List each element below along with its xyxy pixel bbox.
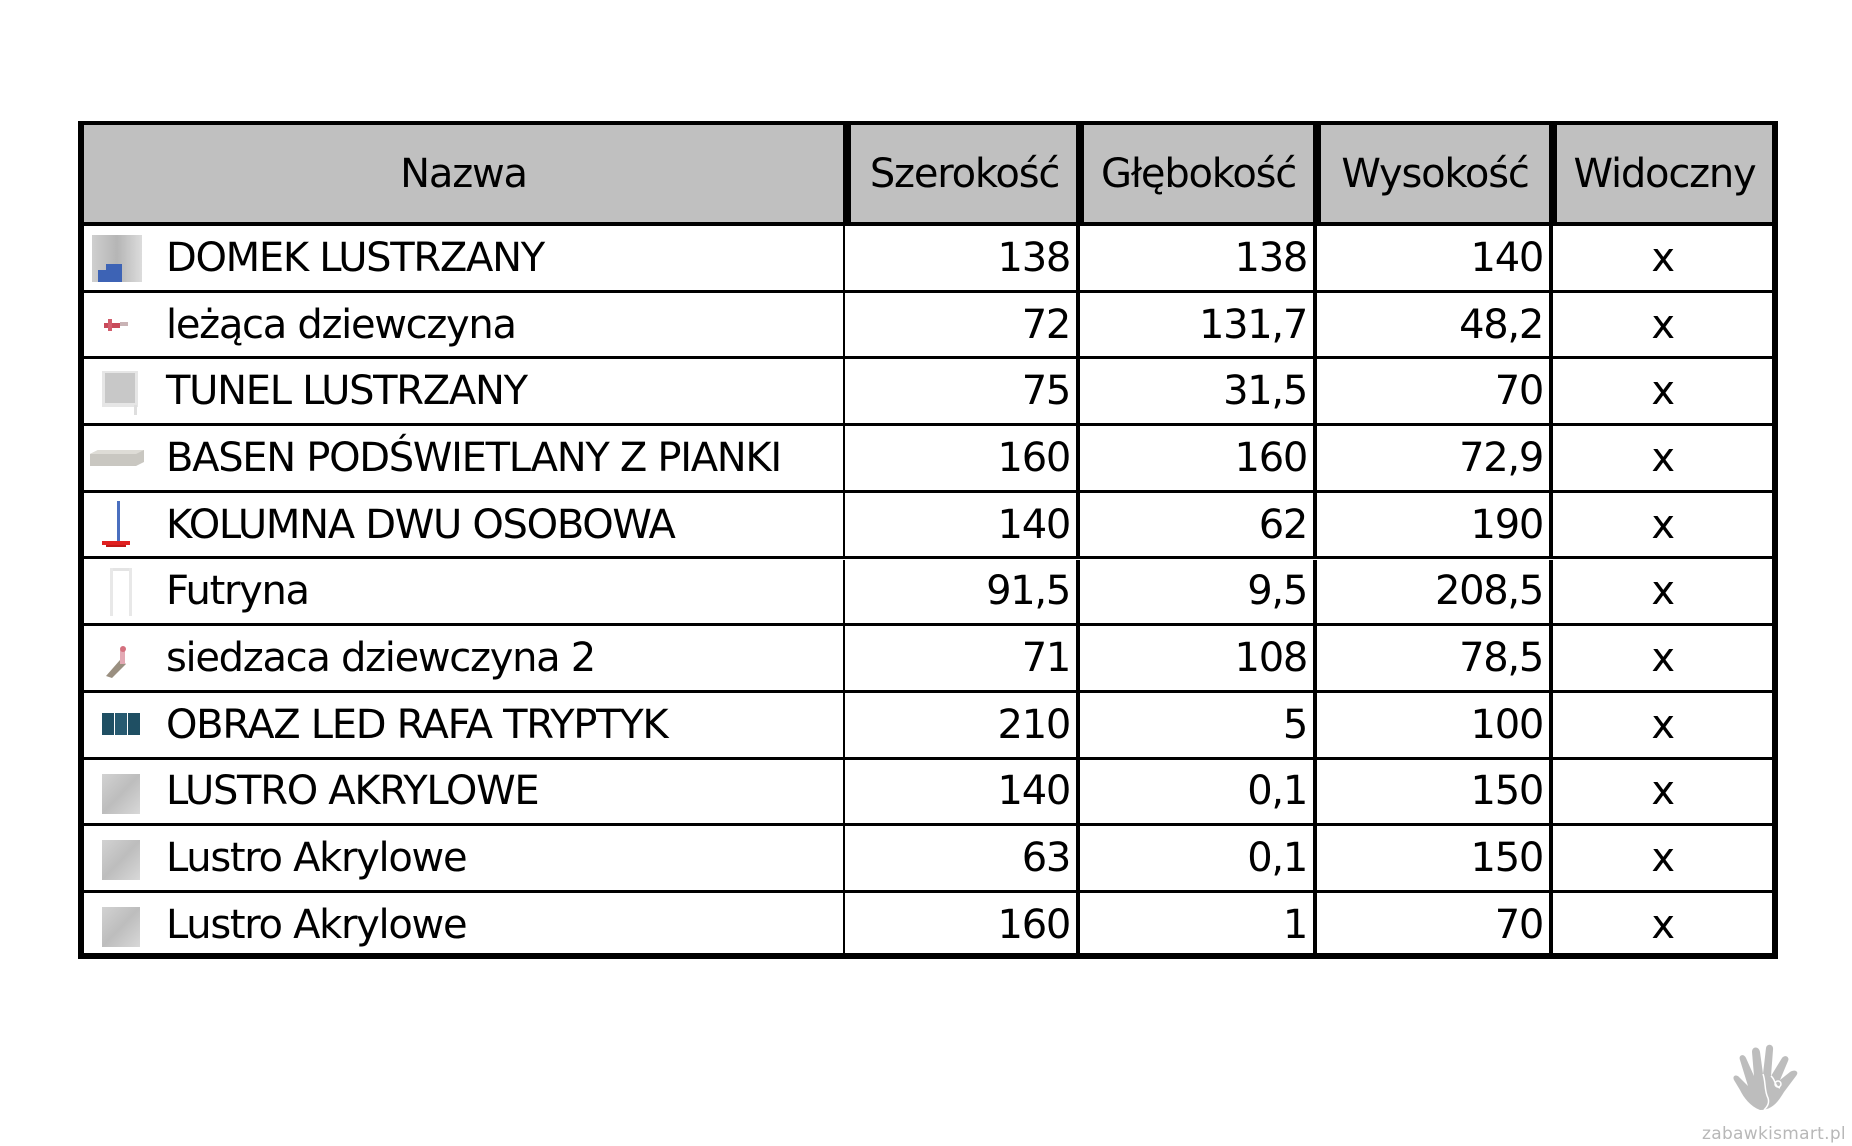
- row-depth: 138: [1234, 234, 1307, 281]
- row-depth: 62: [1258, 501, 1307, 548]
- row-visible: x: [1651, 701, 1674, 748]
- row-width: 91,5: [986, 568, 1070, 615]
- table-row[interactable]: [84, 693, 1772, 760]
- row-name: Futryna: [166, 568, 309, 615]
- row-width: 63: [1021, 835, 1070, 882]
- row-name: Lustro Akrylowe: [166, 835, 467, 882]
- row-depth: 9,5: [1247, 568, 1307, 615]
- row-name: TUNEL LUSTRZANY: [166, 368, 527, 415]
- row-depth: 0,1: [1247, 768, 1307, 815]
- column-divider: [843, 293, 845, 357]
- row-visible: x: [1651, 835, 1674, 882]
- row-name: siedzaca dziewczyna 2: [166, 635, 595, 682]
- row-width: 72: [1021, 301, 1070, 348]
- hand-puzzle-logo-icon: [1730, 1040, 1814, 1116]
- row-depth: 1: [1282, 901, 1307, 948]
- row-width: 140: [997, 501, 1070, 548]
- row-name: OBRAZ LED RAFA TRYPTYK: [166, 701, 668, 748]
- watermark-text: zabawkismart.pl: [1702, 1124, 1846, 1144]
- header-name: Nazwa: [84, 125, 843, 222]
- column-divider: [843, 493, 845, 557]
- column-divider: [843, 693, 845, 757]
- row-width: 71: [1021, 635, 1070, 682]
- row-depth: 31,5: [1223, 368, 1307, 415]
- header-visible: Widoczny: [1557, 125, 1772, 222]
- table-row[interactable]: [84, 359, 1772, 426]
- row-visible: x: [1651, 368, 1674, 415]
- column-divider: [843, 760, 845, 824]
- table-row[interactable]: [84, 826, 1772, 893]
- column-divider: [843, 893, 845, 957]
- row-height: 150: [1470, 768, 1543, 815]
- row-name: DOMEK LUSTRZANY: [166, 234, 544, 281]
- row-name: KOLUMNA DWU OSOBOWA: [166, 501, 675, 548]
- row-depth: 108: [1234, 635, 1307, 682]
- table-row[interactable]: [84, 760, 1772, 827]
- header-divider: [1313, 125, 1321, 222]
- row-height: 48,2: [1459, 301, 1543, 348]
- table-row[interactable]: [84, 226, 1772, 293]
- header-height: Wysokość: [1321, 125, 1549, 222]
- table-row[interactable]: [84, 293, 1772, 360]
- row-width: 138: [997, 234, 1070, 281]
- row-depth: 131,7: [1198, 301, 1307, 348]
- dimensions-table: [78, 121, 1778, 959]
- header-divider: [1549, 125, 1557, 222]
- row-visible: x: [1651, 768, 1674, 815]
- row-width: 210: [997, 701, 1070, 748]
- header-depth: Głębokość: [1084, 125, 1313, 222]
- row-name: LUSTRO AKRYLOWE: [166, 768, 539, 815]
- row-visible: x: [1651, 434, 1674, 481]
- row-height: 100: [1470, 701, 1543, 748]
- row-width: 160: [997, 901, 1070, 948]
- row-visible: x: [1651, 234, 1674, 281]
- row-width: 140: [997, 768, 1070, 815]
- row-height: 72,9: [1459, 434, 1543, 481]
- table-row[interactable]: [84, 426, 1772, 493]
- row-name: leżąca dziewczyna: [166, 301, 516, 348]
- row-depth: 5: [1282, 701, 1307, 748]
- row-visible: x: [1651, 635, 1674, 682]
- header-width: Szerokość: [851, 125, 1078, 222]
- row-visible: x: [1651, 501, 1674, 548]
- table-row[interactable]: [84, 626, 1772, 693]
- column-divider: [843, 226, 845, 290]
- row-width: 75: [1021, 368, 1070, 415]
- column-divider: [843, 626, 845, 690]
- header-divider: [1076, 125, 1084, 222]
- row-height: 78,5: [1459, 635, 1543, 682]
- header-divider: [843, 125, 851, 222]
- table-header-row: [84, 125, 1772, 226]
- row-height: 190: [1470, 501, 1543, 548]
- row-visible: x: [1651, 568, 1674, 615]
- column-divider: [843, 426, 845, 490]
- column-divider: [843, 826, 845, 890]
- table-row[interactable]: [84, 560, 1772, 627]
- column-divider: [843, 359, 845, 423]
- row-depth: 160: [1234, 434, 1307, 481]
- row-height: 70: [1494, 368, 1543, 415]
- row-name: Lustro Akrylowe: [166, 901, 467, 948]
- row-height: 140: [1470, 234, 1543, 281]
- table-row[interactable]: [84, 493, 1772, 560]
- watermark: [1700, 1040, 1852, 1146]
- row-height: 150: [1470, 835, 1543, 882]
- row-height: 70: [1494, 901, 1543, 948]
- table-row[interactable]: [84, 893, 1772, 957]
- row-depth: 0,1: [1247, 835, 1307, 882]
- row-name: BASEN PODŚWIETLANY Z PIANKI: [166, 434, 781, 481]
- row-width: 160: [997, 434, 1070, 481]
- row-height: 208,5: [1434, 568, 1543, 615]
- column-divider: [843, 560, 845, 624]
- row-visible: x: [1651, 901, 1674, 948]
- row-visible: x: [1651, 301, 1674, 348]
